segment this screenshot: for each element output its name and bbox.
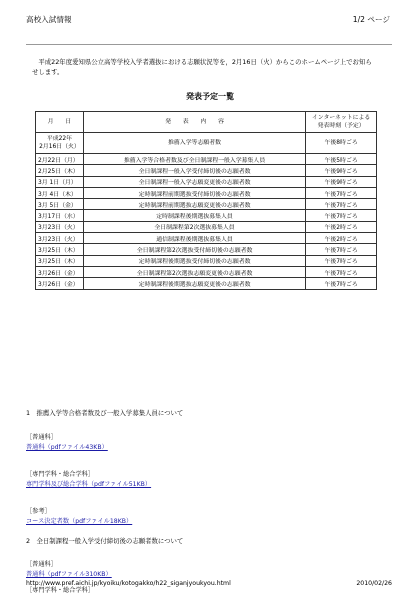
time-cell: 午後8時ごろ: [306, 133, 377, 154]
section-1-label-reference: ［参考］: [26, 508, 51, 515]
section-1-heading: 1 推薦入学等合格者数及び一般入学募集人員について: [26, 409, 184, 417]
header-page-number: 1/2 ページ: [352, 15, 390, 24]
content-cell: 定時制課程後期選抜受付締切後の志願者数: [83, 255, 305, 266]
time-cell: 午後9時ごろ: [306, 176, 377, 187]
table-header-row: [36, 112, 377, 133]
content-cell: 全日制課程第2次選抜志願変更後の志願者数: [83, 266, 305, 277]
content-cell: 定時制課程前期選抜志願変更後の志願者数: [83, 199, 305, 210]
date-cell: 3月 4日（木）: [36, 187, 84, 198]
schedule-table: [35, 111, 377, 290]
section-2-heading: 2 全日制課程一般入学受付締切後の志願者数について: [26, 537, 184, 545]
header-site-title: 高校入試情報: [26, 15, 72, 24]
table-row: [36, 244, 377, 255]
section-1-link-course-pdf[interactable]: コース決定者数（pdfファイル18KB）: [26, 518, 133, 525]
content-cell: 定時制課程後期選抜募集人員: [83, 210, 305, 221]
time-cell: 午後7時ごろ: [306, 187, 377, 198]
time-cell: 午後5時ごろ: [306, 154, 377, 165]
time-cell: 午後7時ごろ: [306, 255, 377, 266]
page-header: [26, 14, 390, 28]
content-cell: 全日制課程第2次選抜受付締切後の志願者数: [83, 244, 305, 255]
time-cell: 午後2時ごろ: [306, 221, 377, 232]
content-cell: 定時制課程前期選抜受付締切後の志願者数: [83, 187, 305, 198]
table-row: [36, 133, 377, 154]
section-1-label-general: ［普通科］: [26, 434, 57, 441]
time-cell: 午後7時ごろ: [306, 266, 377, 277]
content-cell: 全日制課程第2次選抜募集人員: [83, 221, 305, 232]
column-header-time: インターネットによる 発表時刻（予定）: [306, 112, 377, 133]
content-cell: 推薦入学等合格者数及び全日制課程一般入学募集人員: [83, 154, 305, 165]
content-cell: 全日制課程一般入学受付締切後の志願者数: [83, 165, 305, 176]
content-cell: 推薦入学等志願者数: [83, 133, 305, 154]
table-row: [36, 233, 377, 244]
date-cell: 2月25日（木）: [36, 165, 84, 176]
section-2-label-specialized: ［専門学科・総合学科］: [26, 587, 95, 594]
date-cell: 3月23日（火）: [36, 221, 84, 232]
content-cell: 全日制課程一般入学志願変更後の志願者数: [83, 176, 305, 187]
schedule-title: 発表予定一覧: [186, 92, 234, 101]
table-row: [36, 255, 377, 266]
time-cell: 午後7時ごろ: [306, 278, 377, 289]
date-cell: 3月 5日（金）: [36, 199, 84, 210]
column-header-date: 月 日: [36, 112, 84, 133]
date-cell: 3月23日（火）: [36, 233, 84, 244]
table-row: [36, 278, 377, 289]
intro-paragraph: 平成22年度愛知県公立高等学校入学者選抜における志願状況等を，2月16日（火）からこのホームページ上でお知らせします。: [32, 58, 372, 77]
section-1-label-specialized: ［専門学科・総合学科］: [26, 471, 95, 478]
time-cell: 午後7時ごろ: [306, 199, 377, 210]
section-1-link-specialized-pdf[interactable]: 専門学科及び総合学科（pdfファイル51KB）: [26, 481, 152, 488]
time-cell: 午後9時ごろ: [306, 165, 377, 176]
column-header-content: 発 表 内 容: [83, 112, 305, 133]
table-row: [36, 176, 377, 187]
section-1-link-general-pdf[interactable]: 普通科（pdfファイル43KB）: [26, 444, 108, 451]
time-cell: 午後2時ごろ: [306, 233, 377, 244]
header-divider: [26, 44, 392, 45]
time-cell: 午後7時ごろ: [306, 210, 377, 221]
date-cell: 3月26日（金）: [36, 266, 84, 277]
footer-url: http://www.pref.aichi.jp/kyoiku/kotogakko/h22_siganjyoukyou.html: [26, 580, 231, 587]
time-cell: 午後7時ごろ: [306, 244, 377, 255]
date-cell: 3月 1日（月）: [36, 176, 84, 187]
date-cell: 3月17日（水）: [36, 210, 84, 221]
table-row: [36, 154, 377, 165]
footer-date: 2010/02/26: [356, 580, 392, 587]
table-body: [36, 133, 377, 290]
date-cell: 3月26日（金）: [36, 278, 84, 289]
date-cell: 平成22年 2月16日（火）: [36, 133, 84, 154]
table-row: [36, 266, 377, 277]
table-row: [36, 199, 377, 210]
content-cell: 定時制課程後期選抜志願変更後の志願者数: [83, 278, 305, 289]
table-row: [36, 165, 377, 176]
date-cell: 2月22日（月）: [36, 154, 84, 165]
date-cell: 3月25日（木）: [36, 255, 84, 266]
section-2-label-general: ［普通科］: [26, 561, 57, 568]
table-row: [36, 221, 377, 232]
date-cell: 3月25日（木）: [36, 244, 84, 255]
content-cell: 通信制課程後期選抜募集人員: [83, 233, 305, 244]
table-row: [36, 210, 377, 221]
table-row: [36, 187, 377, 198]
section-2-link-general-pdf[interactable]: 普通科（pdfファイル310KB）: [26, 571, 112, 578]
